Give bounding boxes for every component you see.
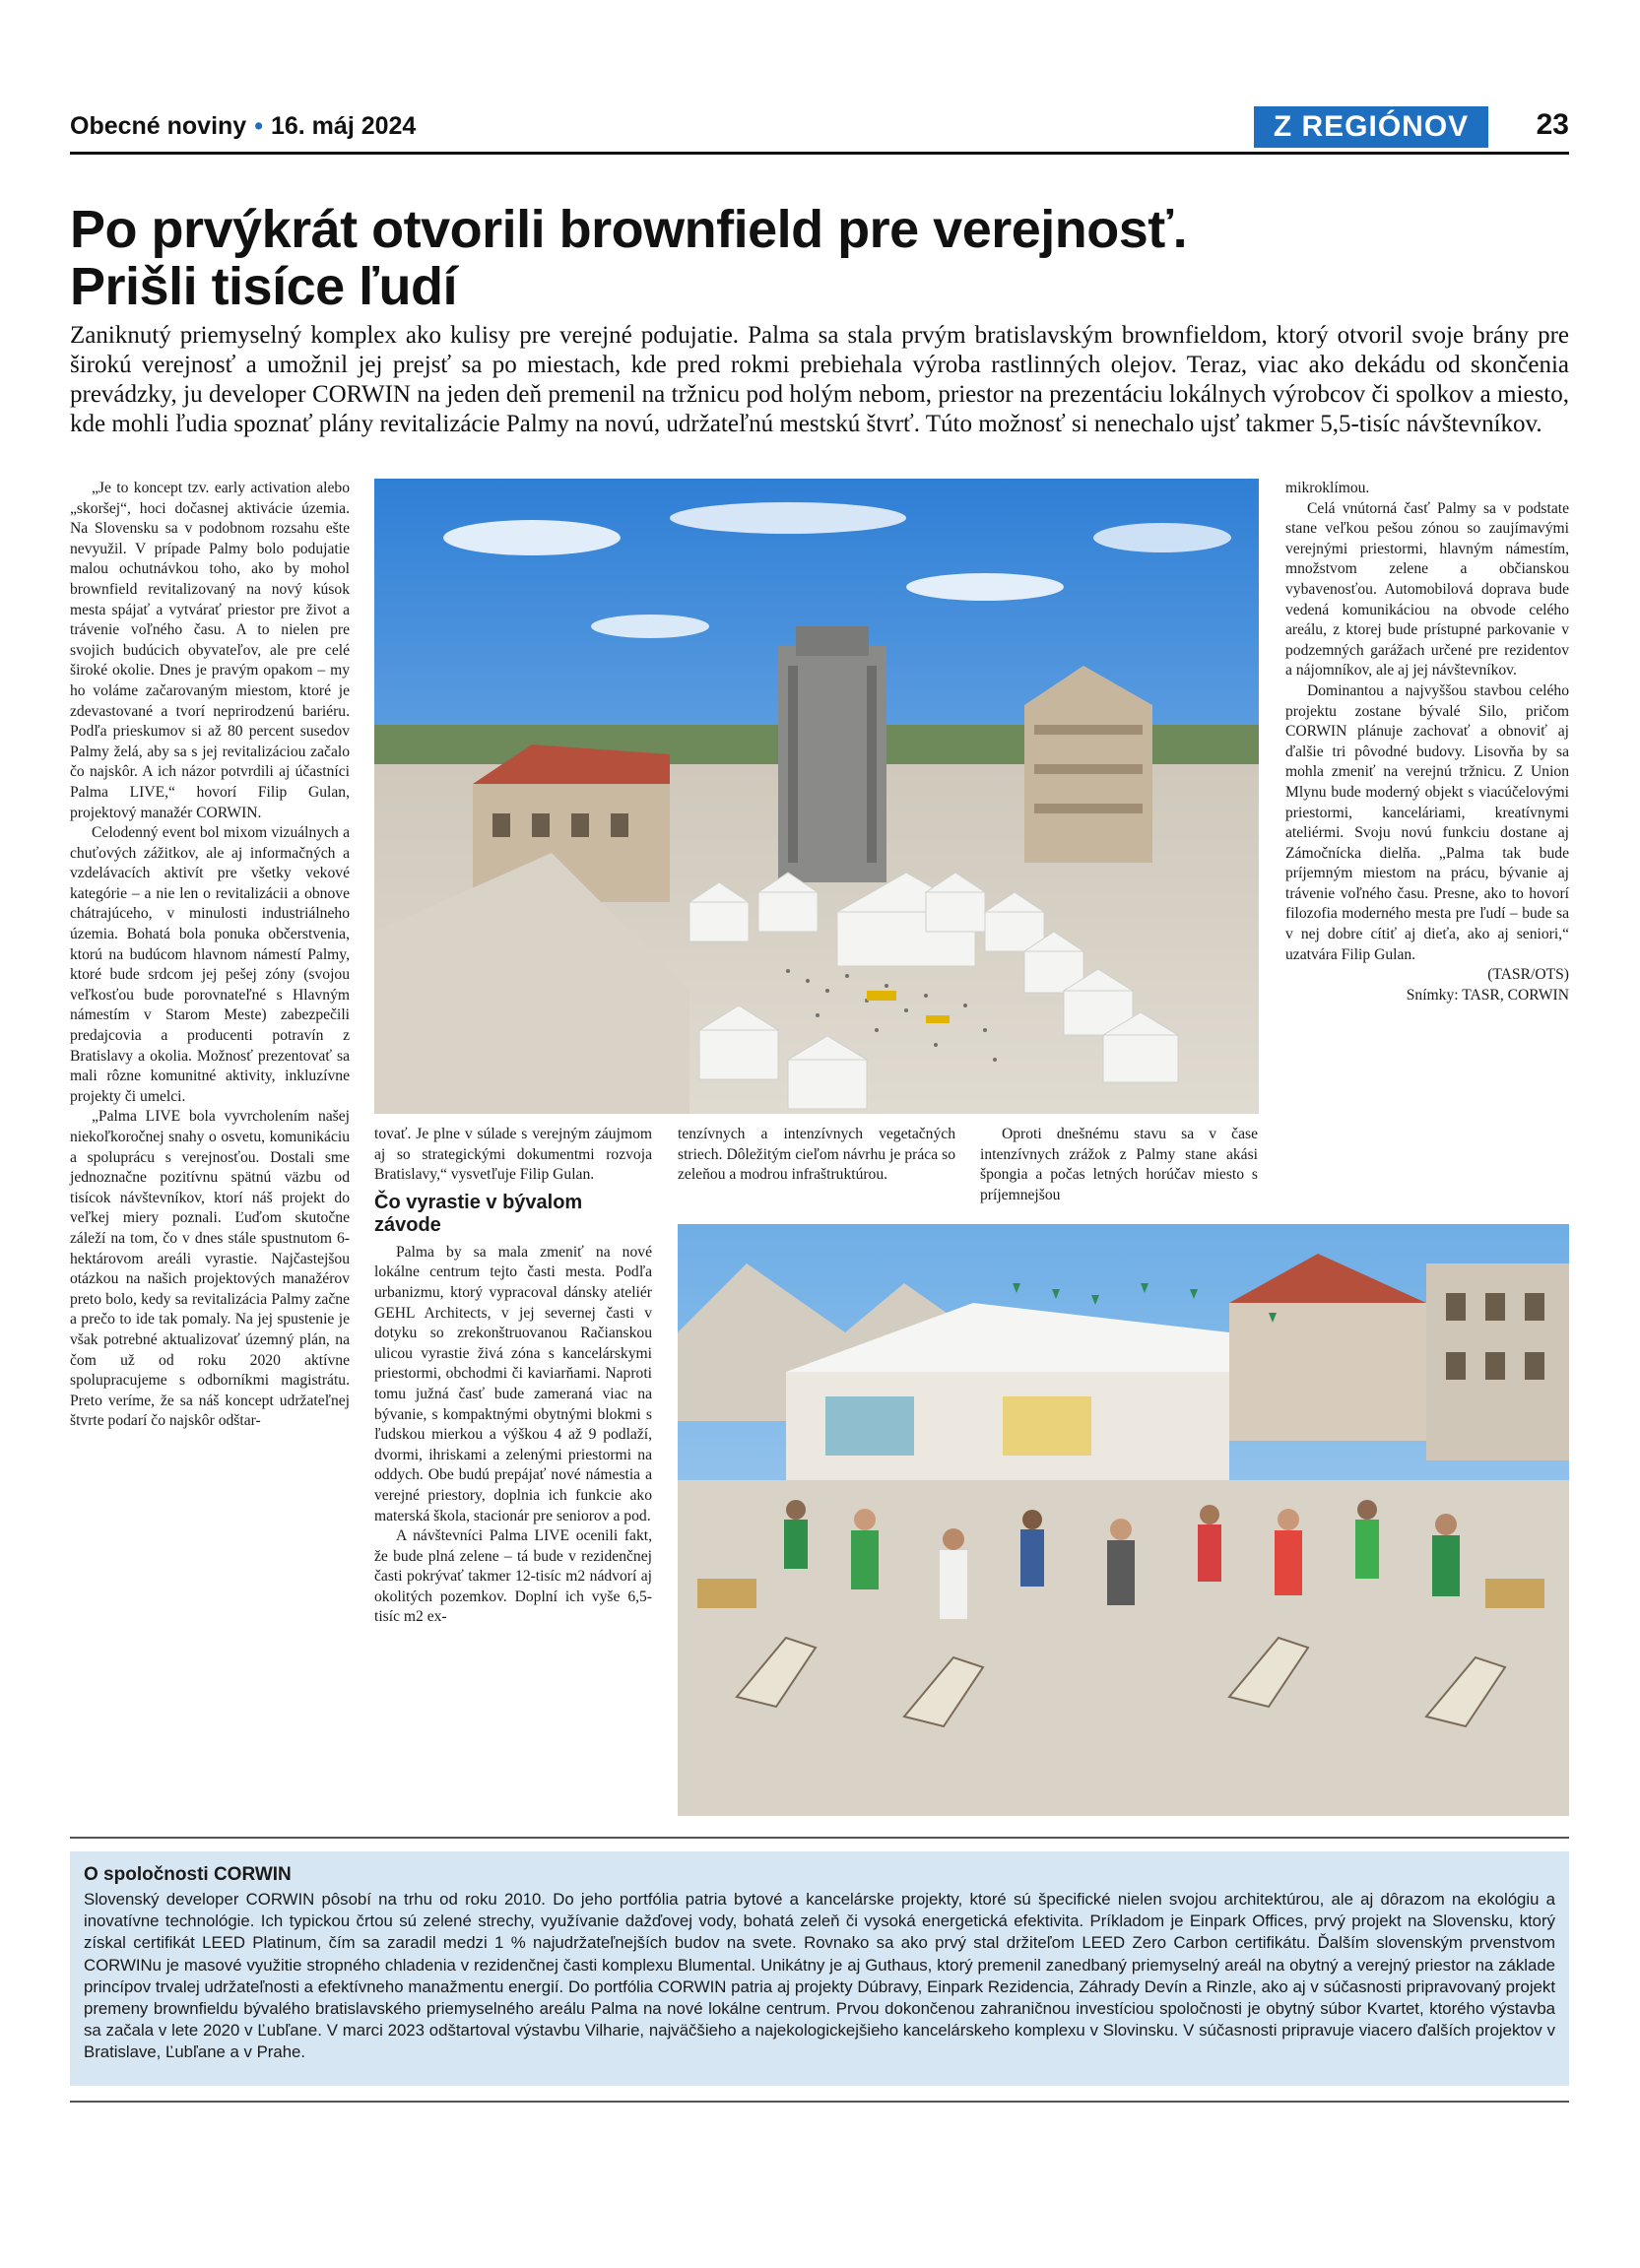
column-5 bbox=[1285, 479, 1569, 1005]
column-1 bbox=[70, 479, 350, 1432]
article-lead: Zaniknutý priemyselný komplex ako kulisy pre verejné podujatie. Palma sa stala prvým bratislavským brownfieldom, ktorý otvoril svoje brány pre širokú verejnosť a umožnil jej prejsť sa po miestach, kde pred rokmi prebiehala výroba rastlinných olejov. Teraz, viac ako dekádu od skončenia prevádzky, ju developer CORWIN na jeden deň premenil na tržnicu pod holým nebom, priestor na prezentáciu lokálnych výrobcov či spolkov a miesto, kde mohli ľudia spoznať plány revitalizácie Palmy na novú, udržateľnú mestskú štvrť. Túto možnosť si nenechalo ujsť takmer 5,5-tisíc návštevníkov. bbox=[70, 322, 1569, 437]
column-4 bbox=[980, 1125, 1258, 1205]
headline-line-1: Po prvýkrát otvorili brownfield pre verejnosť. bbox=[70, 200, 1188, 259]
info-box-text: Slovenský developer CORWIN pôsobí na trhu od roku 2010. Do jeho portfólia patria bytové a kancelárske projekty, ktoré sú špecifické nielen svojou architektúrou, ale aj dôrazom na ekológiu a inovatívne technológie. Ich typickou črtou sú zelené strechy, využívanie dažďovej vody, bohatá zeleň či vysoká energetická efektivita. Príkladom je Einpark Offices, prvý projekt na Slovensku, ktorý získal certifikát LEED Platinum, čím sa zaradil medzi 1 % najudržateľnejších budov na svete. Rovnako sa ako prvý stal držiteľom LEED Zero Carbon certifikátu. Ďalším slovenským prvenstvom CORWINu je masové využitie stropného chladenia v rezidenčnej časti komplexu Blumental. Unikátny je aj Guthaus, ktorý premenil zanedbaný priemyselný areál na obytný a verejný priestor na základe princípov trvalej udržateľnosti a efektívneho manažmentu energií. Do portfólia CORWIN patria aj projekty Dúbravy, Einpark Rezidencia, Záhrady Devín a Rinzle, ako aj v súčasnosti pripravovaný projekt premeny brownfieldu bývalého bratislavského priemyselného areálu Palma na nové lokálne centrum. Prvou dokončenou zahraničnou investíciou spoločnosti je obytný súbor Kvartet, ktorého výstavba sa začala v lete 2020 v Ľubľane. V marci 2023 odštartoval výstavbu Vilharie, najväčšieho a najekologickejšieho kancelárskeho komplexu v Slovinsku. V súčasnosti pripravuje viacero ďalších projektov v Bratislave, Ľubľane a v Prahe. bbox=[84, 1890, 1555, 2062]
box-rule-top bbox=[70, 1837, 1569, 1839]
aerial-photo bbox=[374, 479, 1259, 1114]
photo-credit: Snímky: TASR, CORWIN bbox=[1406, 986, 1569, 1004]
column-3 bbox=[678, 1125, 955, 1186]
article-headline bbox=[70, 201, 1569, 315]
source-attribution: (TASR/OTS) bbox=[1487, 966, 1569, 984]
info-box-title: O spoločnosti CORWIN bbox=[84, 1864, 292, 1885]
paragraph: Dominantou a najvyššou stavbou celého projektu zostane bývalé Silo, pričom CORWIN plánuje zachovať a obnoviť aj ďalšie tri pôvodné budovy. Lisovňa by sa mohla zmeniť na verejnú tržnicu. Z Union Mlynu bude moderný objekt s viacúčelovými priestormi, kanceláriami, kreatívnymi ateliérmi. Svoju novú funkciu dostane aj Zámočnícka dielňa. „Palma tak bude príjemným miestom na prácu, bývanie aj trávenie voľného času. Presne, ako to hovorí filozofia moderného mesta pre ľudí – bude sa v nej dobre cítiť aj dieťa, ako aj seniori,“ uzatvára Filip Gulan. bbox=[1285, 681, 1569, 963]
header-rule bbox=[70, 152, 1569, 155]
page-number: 23 bbox=[1536, 108, 1569, 141]
paragraph: Celodenný event bol mixom vizuálnych a chuťových zážitkov, ale aj informačných a vzdelávacích aktivít pre všetky vekové kategórie – a nie len o revitalizácii a obnove chátrajúceho, v minulosti industriálneho územia. Bohatá bola ponuka občerstvenia, ktorú na budúcom hlavnom námestí Palmy, ktoré bude srdcom jej pešej zóny (svojou veľkosťou bude porovnateľné s Hlavným námestím v Starom Meste) zabezpečili predajcovia a producenti potravín z Bratislavy a okolia. Možnosť prezentovať sa mali rôzne komunitné aktivity, inkluzívne projekty či umelci. bbox=[70, 824, 350, 1105]
issue-date: 16. máj 2024 bbox=[270, 112, 417, 140]
paragraph: mikroklímou. bbox=[1285, 480, 1370, 496]
header-separator: • bbox=[254, 112, 263, 140]
header-publication-line bbox=[70, 112, 416, 141]
paragraph: Palma by sa mala zmeniť na nové lokálne centrum tejto časti mesta. Podľa urbanizmu, ktorý vypracoval dánsky ateliér GEHL Architects, v jej severnej časti v dotyku so zrekonštruovanou Račianskou ulicou vyrastie živá zóna s kancelárskymi priestormi, obchodmi či kaviarňami. Naproti tomu južná časť bude zameraná viac na bývanie, s kompaktnými obytnými blokmi s ľudskou mierkou a výškou 4 až 9 podlaží, dvormi, ihriskami a zelenými priestormi na oddych. Obe budú prepájať nové námestia a verejné priestory, doplnia ich funkcie ako materská škola, stacionár pre seniorov a pod. bbox=[374, 1243, 652, 1524]
paragraph: Oproti dnešnému stavu sa v čase intenzívnych zrážok z Palmy stane akási špongia a počas letných horúčav miesto s príjemnejšou bbox=[980, 1126, 1258, 1203]
article-subheading: Čo vyrastie v bývalom závode bbox=[374, 1191, 583, 1236]
publication-name: Obecné noviny bbox=[70, 112, 247, 140]
paragraph: tovať. Je plne v súlade s verejným záujmom aj so strategickými dokumentmi rozvoja Bratislavy,“ vysvetľuje Filip Gulan. bbox=[374, 1126, 652, 1184]
page-header bbox=[70, 106, 1569, 150]
paragraph: „Palma LIVE bola vyvrcholením našej niekoľkoročnej snahy o osvetu, komunikáciu a spoluprácu s verejnosťou. Dostali sme jednoznačne pozitívnu spätnú väzbu od tisícok návštevníkov, ktorí náš projekt do veľkej miery poznali. Ľuďom skutočne záleží na tom, čo v dnes stále spustnutom 6-hektárovom areáli vyrastie. Najčastejšou otázkou na našich projektových manažérov preto bolo, kedy sa revitalizácia Palmy začne a prečo to ide tak pomaly. Na jej spustenie je však potrebné aktualizovať územný plán, na čom už od roku 2020 aktívne spolupracujeme s odborníkmi magistrátu. Preto veríme, že sa náš koncept udržateľnej štvrte podarí čo najskôr odštar- bbox=[70, 1108, 350, 1430]
section-label: Z REGIÓNOV bbox=[1254, 106, 1488, 148]
paragraph: Celá vnútorná časť Palmy sa v podstate stane veľkou pešou zónou so zaujímavými verejnými priestormi, hlavným námestím, množstvom zelene a občianskou vybavenosťou. Automobilová doprava bude vedená komunikáciou na obvode celého areálu, z ktorej bude prístupné parkovanie v podzemných garážach určené pre rezidentov a nájomníkov, ale aj jej návštevníkov. bbox=[1285, 499, 1569, 680]
aerial-photo-illustration bbox=[374, 479, 1259, 1114]
paragraph: „Je to koncept tzv. early activation alebo „skoršej“, hoci dočasnej aktivácie územia. Na Slovensku sa v podobnom rozsahu ešte nevyužil. V prípade Palmy bolo podujatie malou ochutnávkou toho, ako by mohol brownfield revitalizovaný na nový kúsok mesta spájať a vytvárať priestor pre život a trávenie voľného času. A to nielen pre svojich budúcich obyvateľov, ale pre celé široké okolie. Dnes je pravým opakom – my ho voláme začarovaným miestom, ktoré je zdevastované a tvorí neprirodzenú bariéru. Podľa prieskumov si až 80 percent susedov Palmy želá, aby sa s jej revitalizáciou začalo čo najskôr. A ich názor potvrdili aj účastníci Palma LIVE,“ hovorí Filip Gulan, projektový manažér CORWIN. bbox=[70, 480, 350, 821]
company-info-box bbox=[70, 1851, 1569, 2086]
box-rule-bottom bbox=[70, 2101, 1569, 2103]
crowd-photo-illustration bbox=[678, 1224, 1569, 1816]
crowd-photo bbox=[678, 1224, 1569, 1816]
headline-line-2: Prišli tisíce ľudí bbox=[70, 257, 457, 316]
column-2 bbox=[374, 1125, 652, 1628]
paragraph: tenzívnych a intenzívnych vegetačných striech. Dôležitým cieľom návrhu je práca so zeleňou a modrou infraštruktúrou. bbox=[678, 1126, 955, 1184]
paragraph: A návštevníci Palma LIVE ocenili fakt, že bude plná zelene – tá bude v rezidenčnej časti pokrývať takmer 12-tisíc m2 nádvorí aj okolitých pozemkov. Doplní ich vyše 6,5-tisíc m2 ex- bbox=[374, 1527, 652, 1626]
